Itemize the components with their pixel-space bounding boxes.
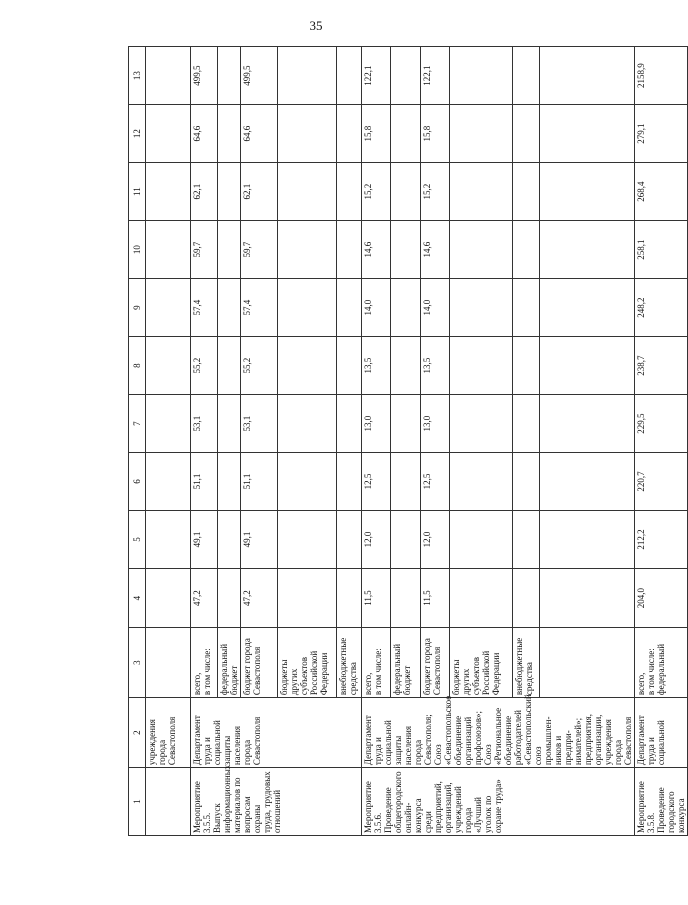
value-cell [539,221,634,279]
value-cell [337,511,362,569]
table-row [362,47,391,836]
source-cell: федеральный бюджет [218,628,241,698]
value-cell: 14,0 [420,279,449,337]
value-cell: 268,4 [635,163,688,221]
value-cell [450,569,512,628]
value-cell [391,337,420,395]
value-cell [278,337,337,395]
source-cell: всего, в том числе: [362,628,391,698]
value-cell [539,569,634,628]
value-cell [512,279,539,337]
value-cell: 15,2 [362,163,391,221]
value-cell [218,395,241,453]
value-cell: 53,1 [241,395,278,453]
event-name-cell [146,768,191,836]
source-cell: всего, в том числе: [191,628,218,698]
value-cell [450,453,512,511]
source-cell [146,628,191,698]
value-cell [539,395,634,453]
value-cell: 11,5 [362,569,391,628]
value-cell: 229,5 [635,395,688,453]
value-cell [450,395,512,453]
value-cell [337,221,362,279]
value-cell [218,105,241,163]
value-cell: 14,0 [362,279,391,337]
value-cell [218,221,241,279]
header-cell: 3 [129,628,146,698]
source-cell: федеральный бюджет [391,628,420,698]
value-cell: 11,5 [420,569,449,628]
value-cell: 64,6 [241,105,278,163]
value-cell [539,279,634,337]
value-cell: 13,0 [362,395,391,453]
value-cell: 47,2 [241,569,278,628]
source-cell: внебюджетные средства [337,628,362,698]
header-row [129,47,146,836]
value-cell: 279,1 [635,105,688,163]
value-cell [539,163,634,221]
value-cell [539,453,634,511]
source-cell: бюджеты других субъектов Российской Федерации [450,628,512,698]
value-cell: 12,0 [362,511,391,569]
value-cell [218,163,241,221]
header-cell: 6 [129,453,146,511]
value-cell: 13,0 [420,395,449,453]
value-cell: 2158,9 [635,47,688,105]
value-cell [146,163,191,221]
value-cell: 62,1 [191,163,218,221]
header-cell: 7 [129,395,146,453]
value-cell: 248,2 [635,279,688,337]
header-cell: 13 [129,47,146,105]
value-cell [512,453,539,511]
executor-cell: Департамент труда и социальной защиты населения города Севастополя; Союз «Севастопольское объединение организаций профсоюзов»; Союз «Региональное объединение работодателей «Севастопольский союз промышлен- ников и предпри- нимателей»; предприятия, организации, учреждения города Севастополя [362,698,635,768]
header-cell: 10 [129,221,146,279]
value-cell: 64,6 [191,105,218,163]
value-cell [337,279,362,337]
value-cell: 258,1 [635,221,688,279]
value-cell [539,337,634,395]
value-cell [278,47,337,105]
value-cell [391,221,420,279]
source-cell: всего, в том числе: федеральный [635,628,688,698]
value-cell [450,163,512,221]
value-cell: 51,1 [191,453,218,511]
value-cell [450,105,512,163]
header-cell: 4 [129,569,146,628]
table-row [146,47,191,836]
source-cell: бюджеты других субъектов Российской Федерации [278,628,337,698]
value-cell [539,511,634,569]
value-cell [146,105,191,163]
value-cell: 59,7 [241,221,278,279]
value-cell: 212,2 [635,511,688,569]
value-cell [337,337,362,395]
value-cell [278,511,337,569]
header-cell: 12 [129,105,146,163]
value-cell [146,337,191,395]
source-cell: бюджет города Севастополя [241,628,278,698]
value-cell: 55,2 [241,337,278,395]
value-cell [391,511,420,569]
value-cell [450,337,512,395]
value-cell: 59,7 [191,221,218,279]
executor-cell: Департамент труда и социальной защиты населения города Севастополя [191,698,362,768]
value-cell [146,569,191,628]
value-cell [218,47,241,105]
value-cell [218,569,241,628]
value-cell: 47,2 [191,569,218,628]
value-cell [512,511,539,569]
value-cell: 204,0 [635,569,688,628]
value-cell [512,395,539,453]
value-cell [337,47,362,105]
value-cell [337,569,362,628]
value-cell [391,47,420,105]
value-cell [278,163,337,221]
value-cell [391,279,420,337]
value-cell: 49,1 [191,511,218,569]
value-cell [218,453,241,511]
value-cell: 49,1 [241,511,278,569]
value-cell: 238,7 [635,337,688,395]
value-cell [337,105,362,163]
value-cell [391,395,420,453]
value-cell: 57,4 [191,279,218,337]
executor-cell: Департамент труда и социальной [635,698,688,768]
value-cell: 55,2 [191,337,218,395]
value-cell [539,105,634,163]
value-cell [278,395,337,453]
value-cell: 13,5 [420,337,449,395]
source-cell [539,628,634,698]
value-cell [391,569,420,628]
value-cell: 220,7 [635,453,688,511]
header-cell: 9 [129,279,146,337]
value-cell: 499,5 [191,47,218,105]
value-cell: 122,1 [362,47,391,105]
value-cell [512,105,539,163]
value-cell: 12,5 [420,453,449,511]
value-cell: 499,5 [241,47,278,105]
event-name-cell: Мероприятие 3.5.5. Выпуск информационных материалов по вопросам охраны труда, трудовых отношений [191,768,362,836]
value-cell [278,453,337,511]
budget-table [128,46,688,836]
value-cell [146,279,191,337]
value-cell: 51,1 [241,453,278,511]
value-cell: 12,0 [420,511,449,569]
value-cell: 14,6 [420,221,449,279]
table-row [635,47,688,836]
value-cell [278,569,337,628]
value-cell: 53,1 [191,395,218,453]
executor-cell: учреждения города Севастополя [146,698,191,768]
header-cell: 11 [129,163,146,221]
event-name-cell: Мероприятие 3.5.6. Проведение общегородского онлайн-конкурса среди предприятий, организаций, учреждений города «Лучший уголок по охране труда» [362,768,635,836]
value-cell [512,569,539,628]
value-cell [278,221,337,279]
value-cell [146,511,191,569]
value-cell [218,337,241,395]
value-cell [218,279,241,337]
value-cell: 15,2 [420,163,449,221]
value-cell [450,511,512,569]
value-cell [146,395,191,453]
header-cell: 8 [129,337,146,395]
value-cell: 57,4 [241,279,278,337]
value-cell [337,163,362,221]
value-cell [450,279,512,337]
header-cell: 2 [129,698,146,768]
value-cell [146,453,191,511]
value-cell [512,47,539,105]
value-cell: 122,1 [420,47,449,105]
value-cell [278,105,337,163]
value-cell [512,221,539,279]
value-cell [337,453,362,511]
value-cell [512,163,539,221]
value-cell [512,337,539,395]
event-name-cell: Мероприятие 3.5.8. Проведение городского конкурса [635,768,688,836]
page-number: 35 [309,18,323,33]
value-cell [218,511,241,569]
header-cell: 1 [129,768,146,836]
value-cell [391,163,420,221]
value-cell: 14,6 [362,221,391,279]
value-cell [146,47,191,105]
value-cell [450,47,512,105]
value-cell [450,221,512,279]
header-cell: 5 [129,511,146,569]
value-cell [539,47,634,105]
source-cell: бюджет города Севастополя [420,628,449,698]
source-cell: внебюджетные средства [512,628,539,698]
value-cell [278,279,337,337]
value-cell [337,395,362,453]
value-cell [391,105,420,163]
value-cell: 15,8 [362,105,391,163]
value-cell [391,453,420,511]
value-cell: 13,5 [362,337,391,395]
value-cell: 62,1 [241,163,278,221]
value-cell [146,221,191,279]
value-cell: 15,8 [420,105,449,163]
rotated-table-sheet [128,46,686,836]
table-row [191,47,218,836]
value-cell: 12,5 [362,453,391,511]
